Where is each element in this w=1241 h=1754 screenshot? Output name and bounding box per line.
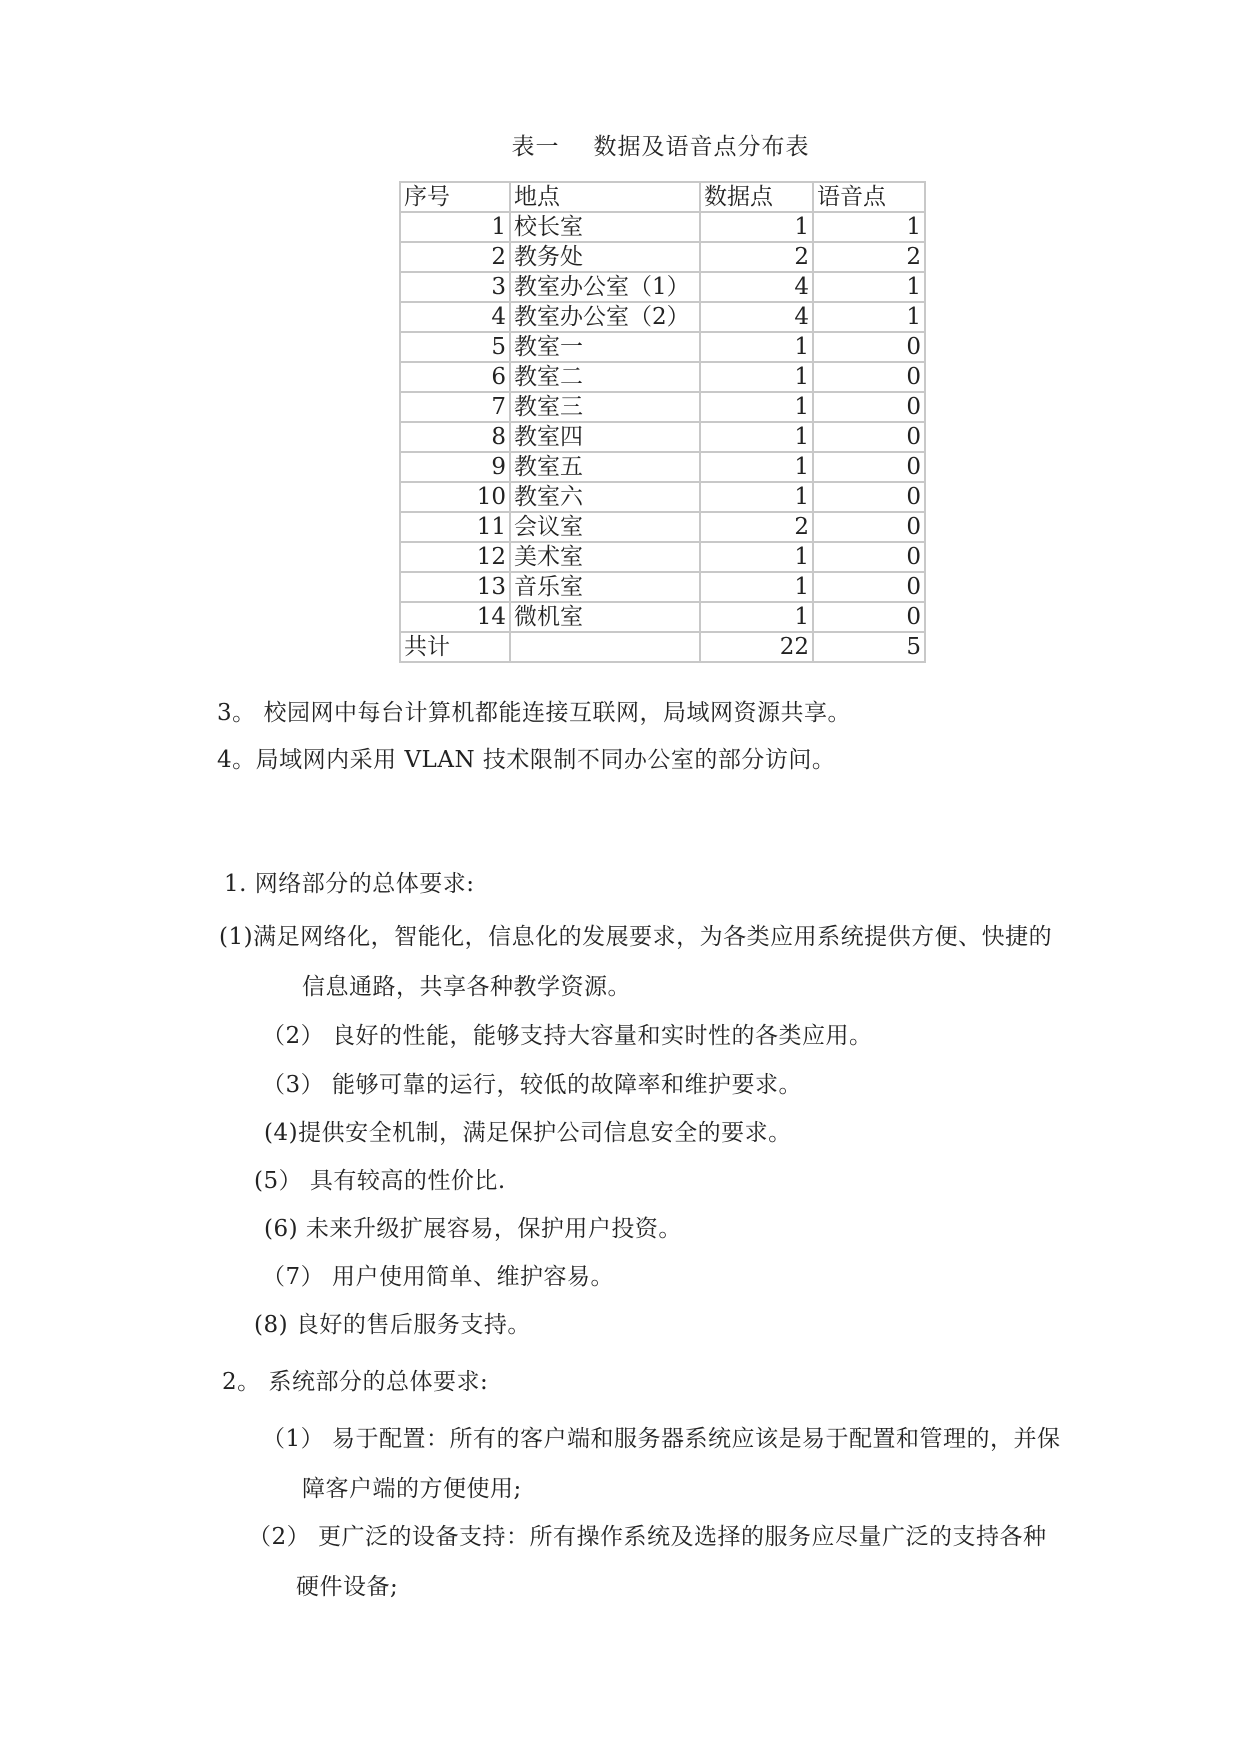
row-data-points: 1 [700,392,813,422]
row-index: 7 [400,392,510,422]
row-index: 4 [400,302,510,332]
row-location: 教室五 [510,452,700,482]
row-data-points: 4 [700,272,813,302]
row-index: 12 [400,542,510,572]
section1-item-2: （2） 良好的性能，能够支持大容量和实时性的各类应用。 [262,1023,873,1049]
table-row [400,482,925,512]
row-voice-points: 0 [813,602,925,632]
row-voice-points: 2 [813,242,925,272]
section2-item-1-cont: 障客户端的方便使用; [302,1476,522,1502]
row-location: 校长室 [510,212,700,242]
table-header-row [400,182,925,212]
table-row [400,332,925,362]
row-data-points: 1 [700,452,813,482]
row-index: 2 [400,242,510,272]
row-data-points: 1 [700,602,813,632]
row-index: 5 [400,332,510,362]
row-voice-points: 0 [813,542,925,572]
header-data-points: 数据点 [700,182,813,212]
section1-item-3: （3） 能够可靠的运行，较低的故障率和维护要求。 [262,1072,802,1098]
row-data-points: 1 [700,362,813,392]
row-voice-points: 0 [813,482,925,512]
row-location: 教室四 [510,422,700,452]
row-index: 11 [400,512,510,542]
table-row [400,602,925,632]
table-row [400,452,925,482]
row-data-points: 1 [700,332,813,362]
table-caption [0,128,1241,161]
row-location: 教室一 [510,332,700,362]
total-location [510,632,700,662]
caption-label: 表一 [511,134,560,160]
section2-item-2: （2） 更广泛的设备支持：所有操作系统及选择的服务应尽量广泛的支持各种 [248,1524,1047,1550]
section2-heading: 2。 系统部分的总体要求: [222,1369,489,1395]
header-location: 地点 [510,182,700,212]
row-index: 13 [400,572,510,602]
section1-item-7: （7） 用户使用简单、维护容易。 [262,1264,614,1290]
row-voice-points: 0 [813,422,925,452]
table-row [400,512,925,542]
table-row [400,572,925,602]
section1-item-8: (8) 良好的售后服务支持。 [254,1312,531,1338]
row-voice-points: 0 [813,332,925,362]
table-total-row [400,632,925,662]
row-voice-points: 1 [813,212,925,242]
row-location: 教室办公室（2） [510,302,700,332]
distribution-table [399,181,926,663]
row-index: 9 [400,452,510,482]
item-4: 4。局域网内采用 VLAN 技术限制不同办公室的部分访问。 [217,747,836,773]
caption-title: 数据及语音点分布表 [593,134,810,160]
row-location: 微机室 [510,602,700,632]
total-label: 共计 [400,632,510,662]
row-voice-points: 0 [813,392,925,422]
row-voice-points: 0 [813,452,925,482]
table-row [400,542,925,572]
header-index: 序号 [400,182,510,212]
table-row [400,422,925,452]
table-row [400,272,925,302]
row-location: 会议室 [510,512,700,542]
row-voice-points: 0 [813,572,925,602]
header-voice-points: 语音点 [813,182,925,212]
row-location: 教室二 [510,362,700,392]
row-location: 教务处 [510,242,700,272]
total-voice-points: 5 [813,632,925,662]
row-index: 6 [400,362,510,392]
row-index: 1 [400,212,510,242]
row-index: 8 [400,422,510,452]
table-row [400,302,925,332]
row-data-points: 2 [700,512,813,542]
section1-item-1-cont: 信息通路，共享各种教学资源。 [302,974,631,1000]
row-location: 美术室 [510,542,700,572]
row-data-points: 1 [700,482,813,512]
table-row [400,362,925,392]
row-voice-points: 0 [813,512,925,542]
row-voice-points: 1 [813,272,925,302]
total-data-points: 22 [700,632,813,662]
section1-item-1: (1)满足网络化，智能化，信息化的发展要求，为各类应用系统提供方便、快捷的 [219,924,1053,950]
section1-item-4: (4)提供安全机制，满足保护公司信息安全的要求。 [264,1120,792,1146]
section1-heading: 1. 网络部分的总体要求: [224,871,475,897]
row-data-points: 1 [700,422,813,452]
row-index: 10 [400,482,510,512]
section2-item-2-cont: 硬件设备; [296,1574,399,1600]
item-3: 3。 校园网中每台计算机都能连接互联网，局域网资源共享。 [217,700,851,726]
row-location: 教室六 [510,482,700,512]
row-voice-points: 1 [813,302,925,332]
row-data-points: 1 [700,572,813,602]
row-data-points: 1 [700,542,813,572]
row-data-points: 4 [700,302,813,332]
row-voice-points: 0 [813,362,925,392]
row-index: 14 [400,602,510,632]
section1-item-6: (6) 未来升级扩展容易，保护用户投资。 [264,1216,682,1242]
row-location: 音乐室 [510,572,700,602]
section1-item-5: (5） 具有较高的性价比. [254,1168,506,1194]
table-row [400,212,925,242]
row-location: 教室三 [510,392,700,422]
row-location: 教室办公室（1） [510,272,700,302]
table-row [400,242,925,272]
row-data-points: 1 [700,212,813,242]
row-index: 3 [400,272,510,302]
table-row [400,392,925,422]
row-data-points: 2 [700,242,813,272]
section2-item-1: （1） 易于配置：所有的客户端和服务器系统应该是易于配置和管理的，并保 [262,1426,1061,1452]
